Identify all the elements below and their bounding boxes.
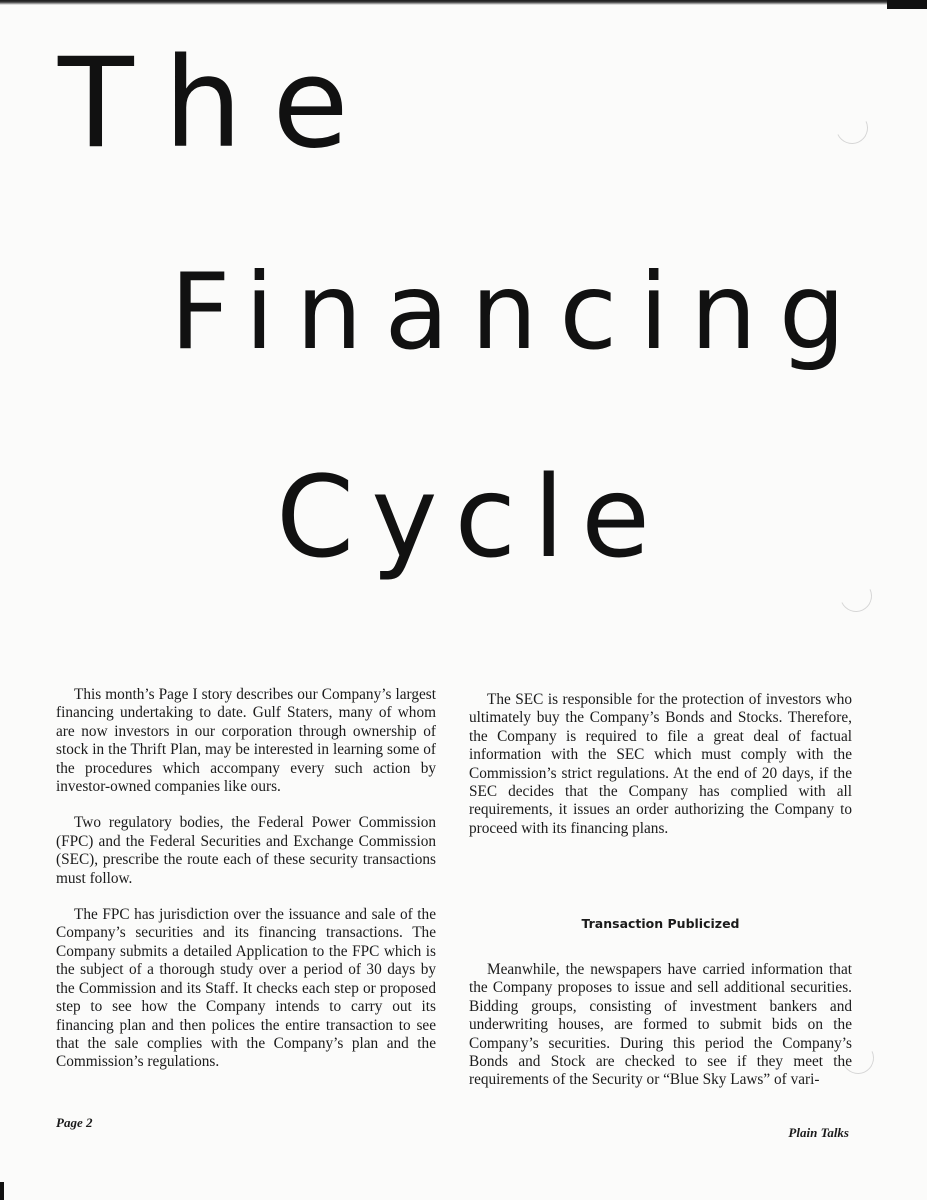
title-word-cycle: Cycle — [276, 453, 668, 583]
page-number: Page 2 — [56, 1115, 93, 1130]
right-column-continued — [469, 961, 852, 1090]
right-paragraph-1: The SEC is responsible for the protection of investors who ultimately buy the Company’s Bonds and Stocks. Therefore, the Company is required to file a great deal of factual information with the SEC which must comply with the Commission’s strict regulations. At the end of 20 days, if the SEC decides that the Company has complied with all requirements, it issues an order authorizing the Company to proceed with its financing plans. — [469, 691, 852, 837]
scan-corner-mark — [887, 0, 927, 9]
left-column — [56, 686, 436, 1072]
scan-edge-mark — [0, 1182, 4, 1200]
left-paragraph-1: This month’s Page I story describes our Company’s largest financing undertaking to date. Gulf Staters, many of whom are now investors in our corporation through ownership of stock in the Thrift Plan, may be interested in learning some of the procedures which accompany every such action by investor-owned companies like ours. — [56, 686, 436, 796]
publication-name: Plain Talks — [788, 1125, 849, 1140]
title-word-the: The — [58, 32, 379, 176]
section-subheading: Transaction Publicized — [581, 916, 740, 931]
binder-hole-middle — [835, 575, 876, 616]
right-column — [469, 691, 852, 838]
binder-hole-top — [831, 107, 872, 148]
scan-top-edge — [0, 0, 927, 5]
left-paragraph-2: Two regulatory bodies, the Federal Power Commission (FPC) and the Federal Securities and Exchange Commission (SEC), prescribe the route each of these security transactions must follow. — [56, 814, 436, 887]
title-word-financing: Financing — [170, 251, 868, 373]
right-paragraph-2: Meanwhile, the newspapers have carried information that the Company proposes to issue and sell additional securities. Bidding groups, consisting of investment bankers and underwriting houses, are formed to submit bids on the Company’s securities. During this period the Company’s Bonds and Stock are checked to see if they meet the requirements of the Security or “Blue Sky Laws” of vari- — [469, 961, 852, 1089]
left-paragraph-3: The FPC has jurisdiction over the issuance and sale of the Company’s securities and its financing transactions. The Company submits a detailed Application to the FPC which is the subject of a thorough study over a period of 30 days by the Commission and its Staff. It checks each step or proposed step to see how the Company intends to carry out its financing plan and then polices the entire transaction to see that the sale complies with the Company’s plan and the Commission’s regulations. — [56, 906, 436, 1071]
